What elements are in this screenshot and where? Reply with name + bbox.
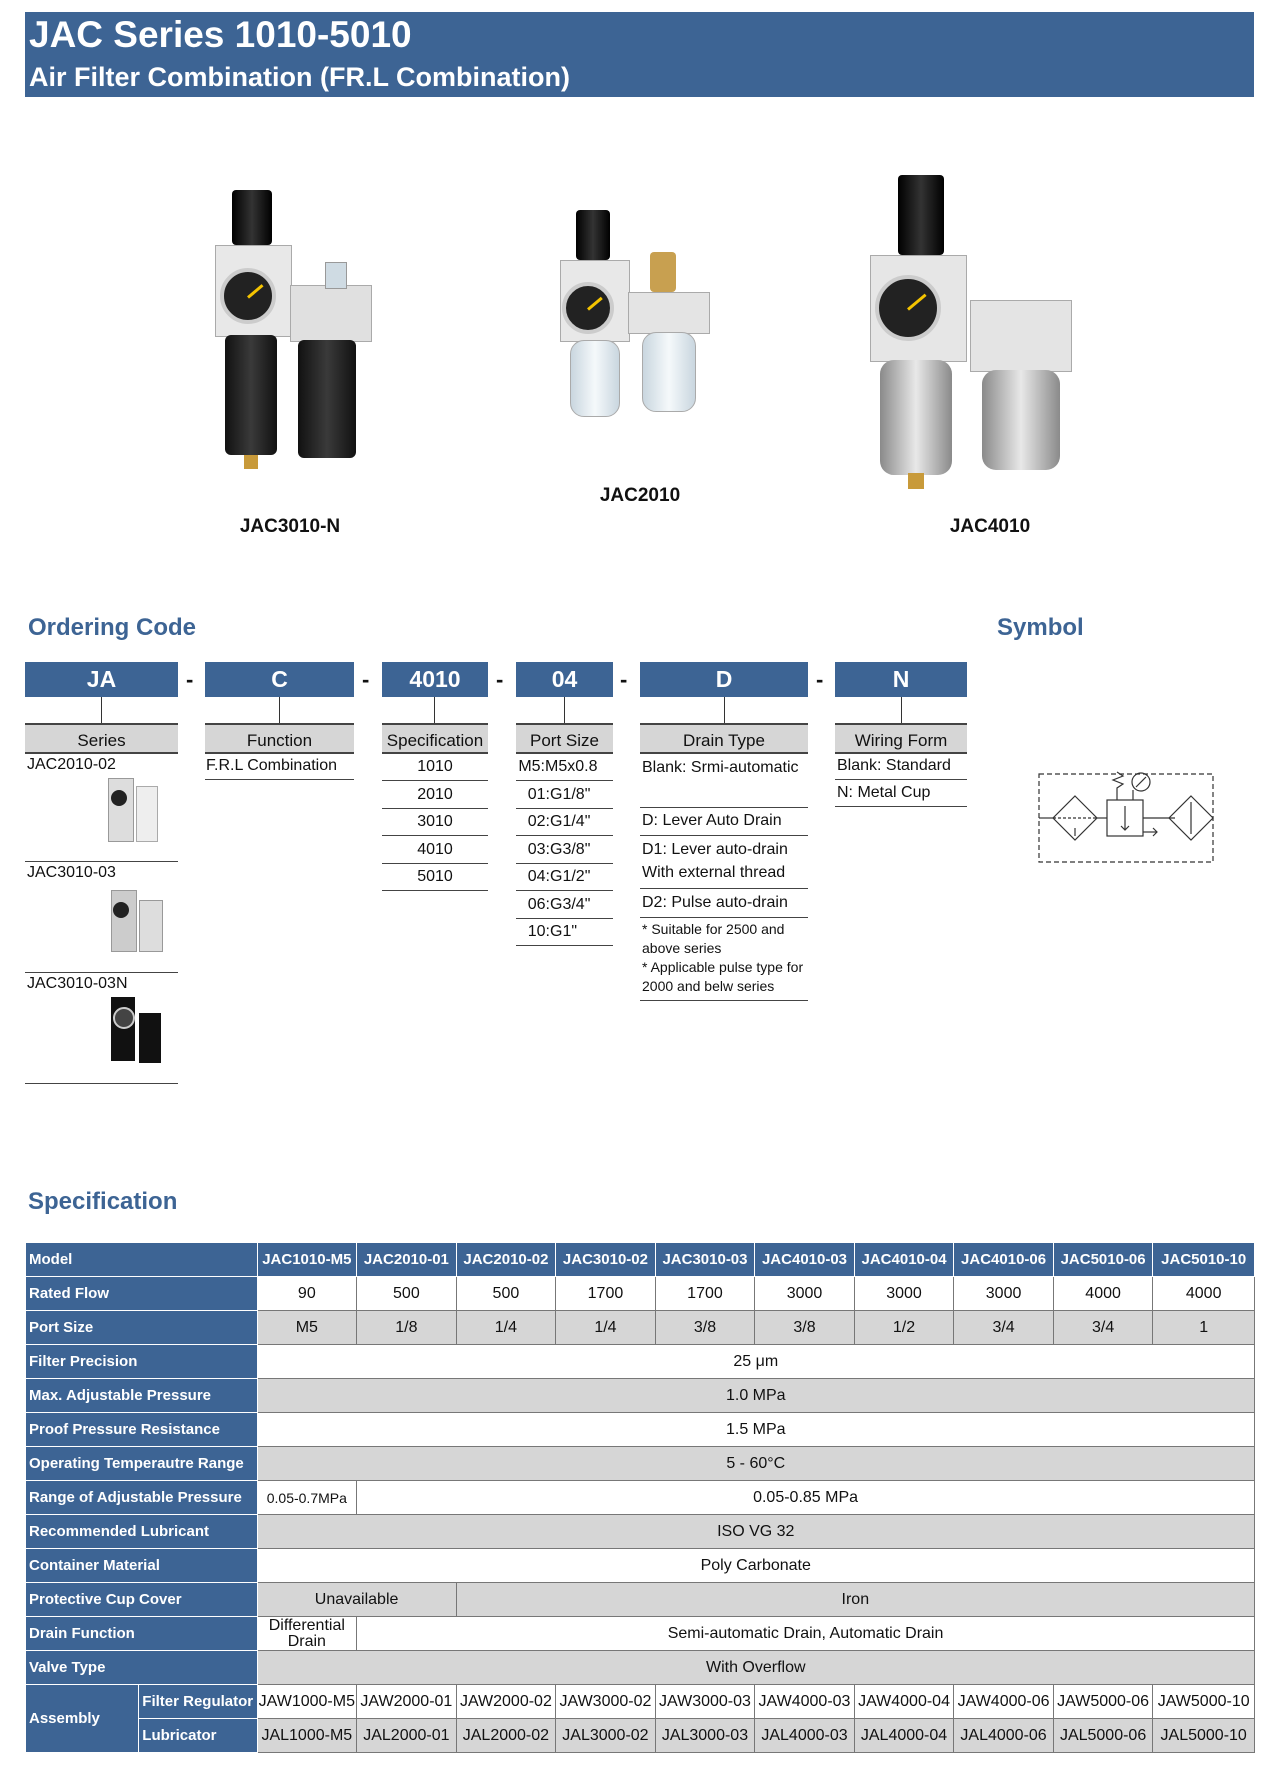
table-row: Max. Adjustable Pressure 1.0 MPa [26,1379,1255,1413]
series-item: JAC3010-03 [25,862,178,973]
drain-type-head: Drain Type [640,723,808,754]
model-cell: JAC4010-06 [954,1243,1054,1277]
code-separator: - [816,667,824,692]
wiring-item: N: Metal Cup [835,780,967,807]
drain-item: Blank: Srmi-automatic [640,754,808,808]
model-cell: JAC1010-M5 [257,1243,357,1277]
product-image-jac2010 [560,210,710,450]
table-row: Rated Flow 90 500 500 1700 1700 3000 3000 3000 4000 4000 [26,1277,1255,1311]
code-separator: - [620,667,628,692]
model-cell: JAC5010-10 [1153,1243,1255,1277]
port-size-head: Port Size [516,723,613,754]
product-caption: JAC3010-N [239,516,341,537]
code-box-function: C [205,662,354,697]
code-separator: - [186,667,194,692]
series-thumbnail [108,778,134,842]
model-label: Model [26,1243,258,1277]
drain-item: D2: Pulse auto-drain [640,889,808,918]
table-row: Filter Precision 25 μm [26,1345,1255,1379]
spec-item: 2010 [382,781,488,809]
table-row: Assembly Filter Regulator JAW1000-M5 JAW2000-01 JAW2000-02 JAW3000-02 JAW3000-03 JAW4000-03 JAW4000-04 JAW4000-06 JAW5000-06 JAW5000-10 [26,1685,1255,1719]
page-header [25,12,1254,97]
page-title: JAC Series 1010-5010 [29,14,412,55]
code-box-specification: 4010 [382,662,488,697]
table-row [26,1243,1255,1277]
table-row: Drain Function Differential Drain Semi-automatic Drain, Automatic Drain [26,1617,1255,1651]
assembly-label: Assembly [26,1685,139,1753]
table-row: Container Material Poly Carbonate [26,1549,1255,1583]
table-row: Proof Pressure Resistance 1.5 MPa [26,1413,1255,1447]
port-item: 01:G1/8" [516,781,613,809]
product-image-jac4010 [870,175,1075,495]
drain-item: D1: Lever auto-drain With external thread [640,836,808,889]
port-item: 03:G3/8" [516,836,613,864]
model-cell: JAC5010-06 [1053,1243,1153,1277]
product-image-jac3010-n [215,190,385,470]
code-separator: - [362,667,370,692]
port-item: 02:G1/4" [516,809,613,836]
table-row: Port Size M5 1/8 1/4 1/4 3/8 3/8 1/2 3/4 3/4 1 [26,1311,1255,1345]
model-cell: JAC2010-01 [357,1243,457,1277]
spec-item: 1010 [382,754,488,781]
model-cell: JAC4010-03 [755,1243,855,1277]
specification-table [25,1242,1255,1753]
product-caption: JAC2010 [599,485,681,506]
code-separator: - [496,667,504,692]
spec-item: 3010 [382,809,488,836]
drain-notes: * Suitable for 2500 and above series * Applicable pulse type for 2000 and belw series [640,918,808,1001]
function-item: F.R.L Combination [205,754,354,780]
table-row: Valve Type With Overflow [26,1651,1255,1685]
wiring-item: Blank: Standard [835,754,967,780]
function-head: Function [205,723,354,754]
spec-item: 4010 [382,836,488,864]
spec-item: 5010 [382,864,488,891]
series-item: JAC3010-03N [25,973,178,1084]
code-box-series: JA [25,662,178,697]
table-row: Protective Cup Cover Unavailable Iron [26,1583,1255,1617]
table-row: Range of Adjustable Pressure 0.05-0.7MPa 0.05-0.85 MPa [26,1481,1255,1515]
table-row: Operating Temperautre Range 5 - 60°C [26,1447,1255,1481]
series-head: Series [25,723,178,754]
product-caption: JAC4010 [949,516,1031,537]
table-row: Recommended Lubricant ISO VG 32 [26,1515,1255,1549]
page-subtitle: Air Filter Combination (FR.L Combination) [29,62,570,92]
model-cell: JAC3010-02 [556,1243,656,1277]
table-row: Lubricator JAL1000-M5 JAL2000-01 JAL2000-02 JAL3000-02 JAL3000-03 JAL4000-03 JAL4000-04 JAL4000-06 JAL5000-06 JAL5000-10 [26,1719,1255,1753]
series-item: JAC2010-02 [25,754,178,862]
code-box-port-size: 04 [516,662,613,697]
model-cell: JAC2010-02 [456,1243,556,1277]
port-item: 10:G1" [516,919,613,946]
symbol-title: Symbol [997,614,1084,641]
model-cell: JAC4010-04 [854,1243,954,1277]
specification-head: Specification [382,723,488,754]
frl-symbol-diagram [1035,766,1217,866]
model-cell: JAC3010-03 [655,1243,755,1277]
port-item: 04:G1/2" [516,864,613,891]
port-item: M5:M5x0.8 [516,754,613,781]
code-box-drain-type: D [640,662,808,697]
specification-title: Specification [28,1188,178,1215]
drain-item: D: Lever Auto Drain [640,808,808,836]
port-item: 06:G3/4" [516,891,613,919]
ordering-code-title: Ordering Code [28,614,197,641]
code-box-wiring-form: N [835,662,967,697]
wiring-form-head: Wiring Form [835,723,967,754]
